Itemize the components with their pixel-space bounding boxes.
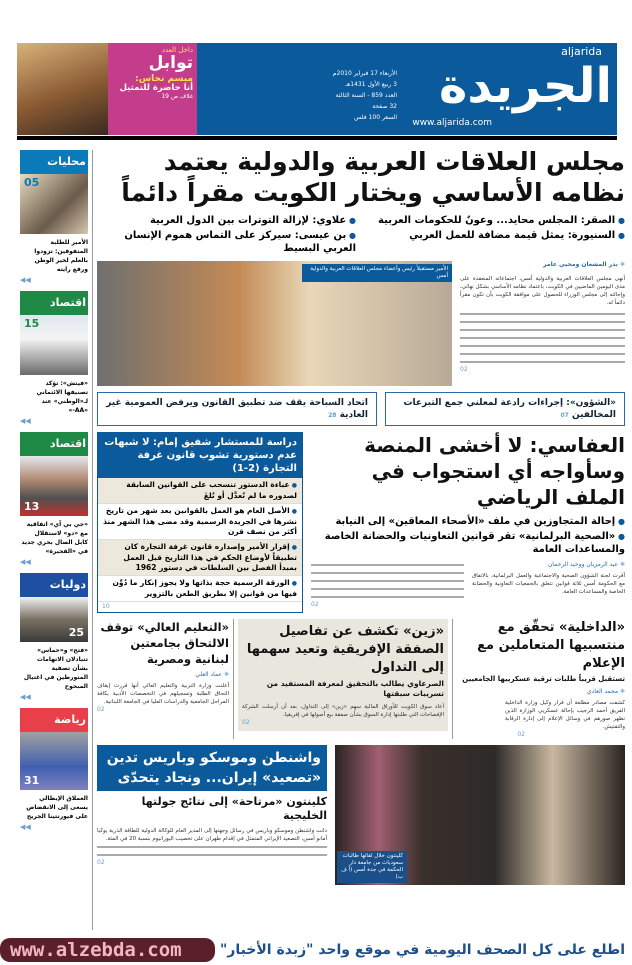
issue-number: العدد 859 - السنة الثالثة — [335, 92, 397, 99]
teaser-box[interactable] — [97, 392, 377, 426]
iran-body-lines — [97, 843, 327, 859]
iran-sub: كلينتون «مرتاحة» إلى نتائج جولتها الخليجية — [141, 795, 327, 822]
lead-byline: ✱ بدر المشعان ومحيي عامر — [460, 261, 625, 269]
lead-bullets — [97, 214, 625, 255]
iran-headline[interactable]: واشنطن وموسكو وباريس تدين «تصعيد» إيران... ونجاد يتحدّى — [97, 745, 327, 791]
lead-row — [97, 261, 625, 386]
newspaper-logo: الجريدة — [438, 58, 612, 114]
lead-photo — [97, 261, 452, 386]
page-ref[interactable]: 10 — [102, 603, 110, 610]
clinton-photo-caption: كلينتون خلال لقائها طالبات سعوديات من جامعة دار الحكمة في جدة أمس (أ ف ب) — [337, 851, 407, 883]
page-ref: 02 — [242, 719, 250, 726]
sidebar-section[interactable] — [20, 432, 88, 567]
double-arrow-icon[interactable]: ◀◀ — [20, 276, 31, 284]
section-header: اقتصاد — [20, 291, 88, 315]
page-number: 25 — [68, 626, 84, 639]
zain-sub: الصرعاوي يطالب بالتحقيق لمعرفة المستفيد من تسريبات سبقتها — [266, 679, 444, 698]
interior-byline: ✱ محمد العادي — [457, 688, 625, 696]
date-gregorian: الأربعاء 17 فبراير 2010م — [332, 70, 397, 77]
promo-name: ميسم نحاس: — [135, 73, 193, 84]
issue-info — [333, 68, 397, 123]
education-headline: «التعليم العالي» توقف الالتحاق بجامعتين لبنانية ومصرية — [100, 620, 229, 666]
study-item: ● إقرار الأمير وإصداره قانون غرفة التجارة كان تطبيقاً لأوضاع الحكم في هذا التاريخ قبل العمل بمبدأ الفصل بين السلطات في دستور 1962 — [98, 540, 302, 576]
study-items — [98, 478, 302, 602]
teaser-box[interactable] — [385, 392, 625, 426]
promo-page: غلاف ص 19 — [161, 92, 193, 100]
date-hijri: 3 ربيع الأول 1431هـ — [345, 81, 397, 88]
lead-body-lines — [460, 310, 625, 366]
section-photo — [20, 315, 88, 375]
section-teaser: «فتح» و«حماس» تتبادلان الاتهامات بشأن تصفية المتورطين في اغتيال المبحوح — [23, 647, 88, 690]
iran-story[interactable] — [97, 745, 327, 867]
lead-bullet: ● الصقر: المجلس محايد... وعونٌ للحكومات العربية — [366, 214, 625, 227]
education-byline: ✱ عماد العلي — [97, 671, 229, 679]
section-teaser: الأمير للطلبة المتفوقين: تزودوا بالعلم لخير الوطن ورفع رايته — [34, 239, 88, 273]
page-count: 32 صفحة — [372, 103, 397, 110]
page-number: 31 — [24, 774, 40, 787]
promo-box[interactable] — [108, 43, 197, 135]
sidebar-section[interactable] — [20, 150, 88, 285]
main-column — [97, 146, 625, 885]
page-ref: 07 — [560, 412, 569, 419]
interior-headline: «الداخلية» تحقّق مع منتسبيها المتعاملين مع الإعلام — [477, 620, 625, 671]
education-body: أعلنت وزارة التربية والتعليم العالي أنها قررت إيقاف التحاق الطلبة وتسجيلهم في التخصصات الأدبية بكافة المراحل الجامعية والدراسات العليا في الجامعة اللبنانية. — [97, 683, 229, 705]
interior-body: كشفت مصادر مطلعة أن قرار وكيل وزارة الداخلية الفريق أحمد الرجيب بإحالة عسكريي الوزارة الذين تظهر صورهم في وسائل الإعلام إلى إدارة الرقابة والتفتيش. — [505, 700, 625, 730]
section-header: رياضة — [20, 708, 88, 732]
lead-headline[interactable]: مجلس العلاقات العربية والدولية يعتمد نظامه الأساسي ويختار الكويت مقراً دائماً — [121, 147, 625, 207]
sidebar-divider — [92, 150, 93, 930]
study-title: دراسة للمستشار شفيق إمام: لا شبهات عدم دستورية تشوب قانون غرفة التجارة (2-1) — [98, 433, 302, 478]
watermark-slogan: اطلع على كل الصحف اليومية في موقع واحد "زبدة الأخبار" — [219, 942, 625, 958]
clinton-photo — [335, 745, 625, 885]
page-ref[interactable]: 02 — [460, 366, 468, 373]
promo-photo — [17, 43, 108, 135]
zain-story[interactable] — [238, 619, 448, 731]
page-number: 15 — [24, 317, 40, 330]
promo-quote: أنا حاضرة للتمثيل — [119, 82, 193, 93]
section-teaser: «جي بي آي» اتفاقية مع «دو» لاستقلال كابل الصال بحري جديد في «الفجيرة» — [21, 521, 88, 555]
teaser-text: اتحاد السباحة يقف ضد تطبيق القانون ويرفض العمومية غير العادية — [106, 398, 368, 420]
education-story[interactable] — [97, 619, 229, 714]
study-box[interactable] — [97, 432, 303, 613]
section-teaser: العملاق الإيطالي يسعى إلى الانقضاض على فيورنتينا الجريح — [26, 795, 88, 820]
section-photo — [20, 174, 88, 234]
section-header: دوليات — [20, 573, 88, 597]
promo-supplement: توابل — [148, 53, 193, 74]
page-number: 05 — [24, 176, 40, 189]
double-arrow-icon[interactable]: ◀◀ — [20, 417, 31, 425]
lead-bullet: ● السنيورة: يمثل قيمة مضافة للعمل العربي — [366, 229, 625, 255]
page-ref: 02 — [311, 601, 319, 608]
teaser-text: «الشؤون»: إجراءات رادعة لمعلني جمع التبرعات المخالفين — [403, 398, 616, 420]
zain-body: أعاد سوق الكويت للأوراق المالية سهم «زين» إلى التداول، بعد أن أرسلت الشركة الإفصاحات التي طلبتها إدارة السوق بشأن صفقة بيع أصولها في إفريقيا. — [242, 704, 444, 718]
study-item: ● الأصل العام هو العمل بالقوانين بعد شهر من تاريخ نشرها في الجريدة الرسمية وقد مضى هذا الشهر منذ أكثر من نصف قرن — [98, 504, 302, 540]
lead-bullet: ● علاوي: لإزالة التوترات بين الدول العربية — [97, 214, 356, 227]
lead-photo-caption: الأمير مستقبلاً رئيس وأعضاء مجلس العلاقات العربية والدولية أمس — [302, 264, 452, 282]
afasi-story[interactable] — [311, 432, 625, 609]
double-arrow-icon[interactable]: ◀◀ — [20, 558, 31, 566]
page-ref: 02 — [517, 731, 525, 738]
double-arrow-icon[interactable]: ◀◀ — [20, 823, 31, 831]
afasi-bullet: ● «الصحية البرلمانية» تقر قوانين التعاونيات والحضانة الخاصة والمساعدات العامة — [311, 530, 625, 556]
logo-latin: aljarida — [561, 45, 602, 58]
page-ref: 02 — [97, 706, 105, 713]
divider — [452, 619, 453, 739]
row3 — [97, 619, 625, 739]
section-photo — [20, 456, 88, 516]
study-item: ● الورقة الرسمية حجة بذاتها ولا يجوز إنكار ما دُوِّن فيها من قوانين إلا بطريق الطعن بالتزوير — [98, 576, 302, 602]
section-header: اقتصاد — [20, 432, 88, 456]
page-number: 13 — [24, 500, 40, 513]
divider — [233, 619, 234, 739]
iran-row — [97, 745, 625, 885]
afasi-body: أقرت لجنة الشؤون الصحية والاجتماعية والعمل البرلمانية، بالاتفاق مع الحكومة أمس ثلاثة قوانين تتعلق بالجمعيات التعاونية والحضانة الخاصة والمساعدات العامة. — [472, 573, 625, 595]
teaser-row — [97, 392, 625, 426]
middle-row — [97, 432, 625, 613]
sidebar — [20, 150, 88, 832]
section-teaser: «فيتش»: تؤكد تصنيفها الائتماني لـ«الوطني» عند «AA-» — [36, 380, 88, 414]
lead-article[interactable] — [460, 261, 625, 374]
watermark-site: www.alzebda.com — [0, 938, 215, 962]
sidebar-section[interactable] — [20, 291, 88, 426]
website-url[interactable]: www.aljarida.com — [412, 118, 492, 128]
afasi-body-lines — [311, 561, 464, 601]
iran-body[interactable]: دانت واشنطن وموسكو وباريس في رسائل وجهتها إلى المدير العام للوكالة الدولية للطاقة الذرية يوكيا أمانو أمس، التصعيد الإيراني المتمثل في إقدام طهران على تخصيب اليورانيوم بنسبة 20 في المئة. — [97, 828, 327, 842]
interior-sub: تستقبل قريباً طلبات ترقية عسكرييها الجامعيين — [462, 675, 625, 683]
sidebar-section[interactable] — [20, 573, 88, 702]
section-photo — [20, 597, 88, 642]
sidebar-section[interactable] — [20, 708, 88, 832]
section-header: محليات — [20, 150, 88, 174]
page-ref[interactable]: 02 — [97, 859, 105, 866]
page-ref: 28 — [328, 412, 337, 419]
promo-inside: داخل العدد — [161, 46, 193, 54]
double-arrow-icon[interactable]: ◀◀ — [20, 693, 31, 701]
lead-bullet: ● بن عيسى: سيركز على التماس هموم الإنسان العربي البسيط — [97, 229, 356, 255]
price: السعر 100 فلس — [354, 114, 397, 121]
lead-body: أنهى مجلس العلاقات العربية والدولية أمس، اجتماعاته المنعقدة على مدى اليومين الماضيين في الكويت، باعتماد نظامه الأساسي بشكل نهائي، وإحالته إلى مجلس الوزراء للحصول على موافقة الكويت بأن تكون مقراً دائماً له. — [460, 276, 625, 306]
afasi-headline: العفاسي: لا أخشى المنصة وسأواجه أي استجواب في الملف الرياضي — [364, 433, 625, 509]
zain-headline: «زين» تكشف عن تفاصيل الصفقة الإفريقية وتعيد سهمها إلى التداول — [246, 624, 444, 675]
afasi-bullet: ● إحالة المتجاوزين في ملف «الأصحاء المعاقين» إلى النيابة — [311, 515, 625, 528]
interior-story[interactable] — [457, 619, 625, 739]
afasi-byline: ✱ عيد الرمزيان ووحيد الرحمان — [472, 561, 625, 569]
study-item: ● عباءة الدستور تنسحب على القوانين السابقة لصدوره ما لم تُعدَّل أو تُلغَ — [98, 478, 302, 504]
section-photo — [20, 732, 88, 790]
masthead-rule — [17, 136, 617, 140]
